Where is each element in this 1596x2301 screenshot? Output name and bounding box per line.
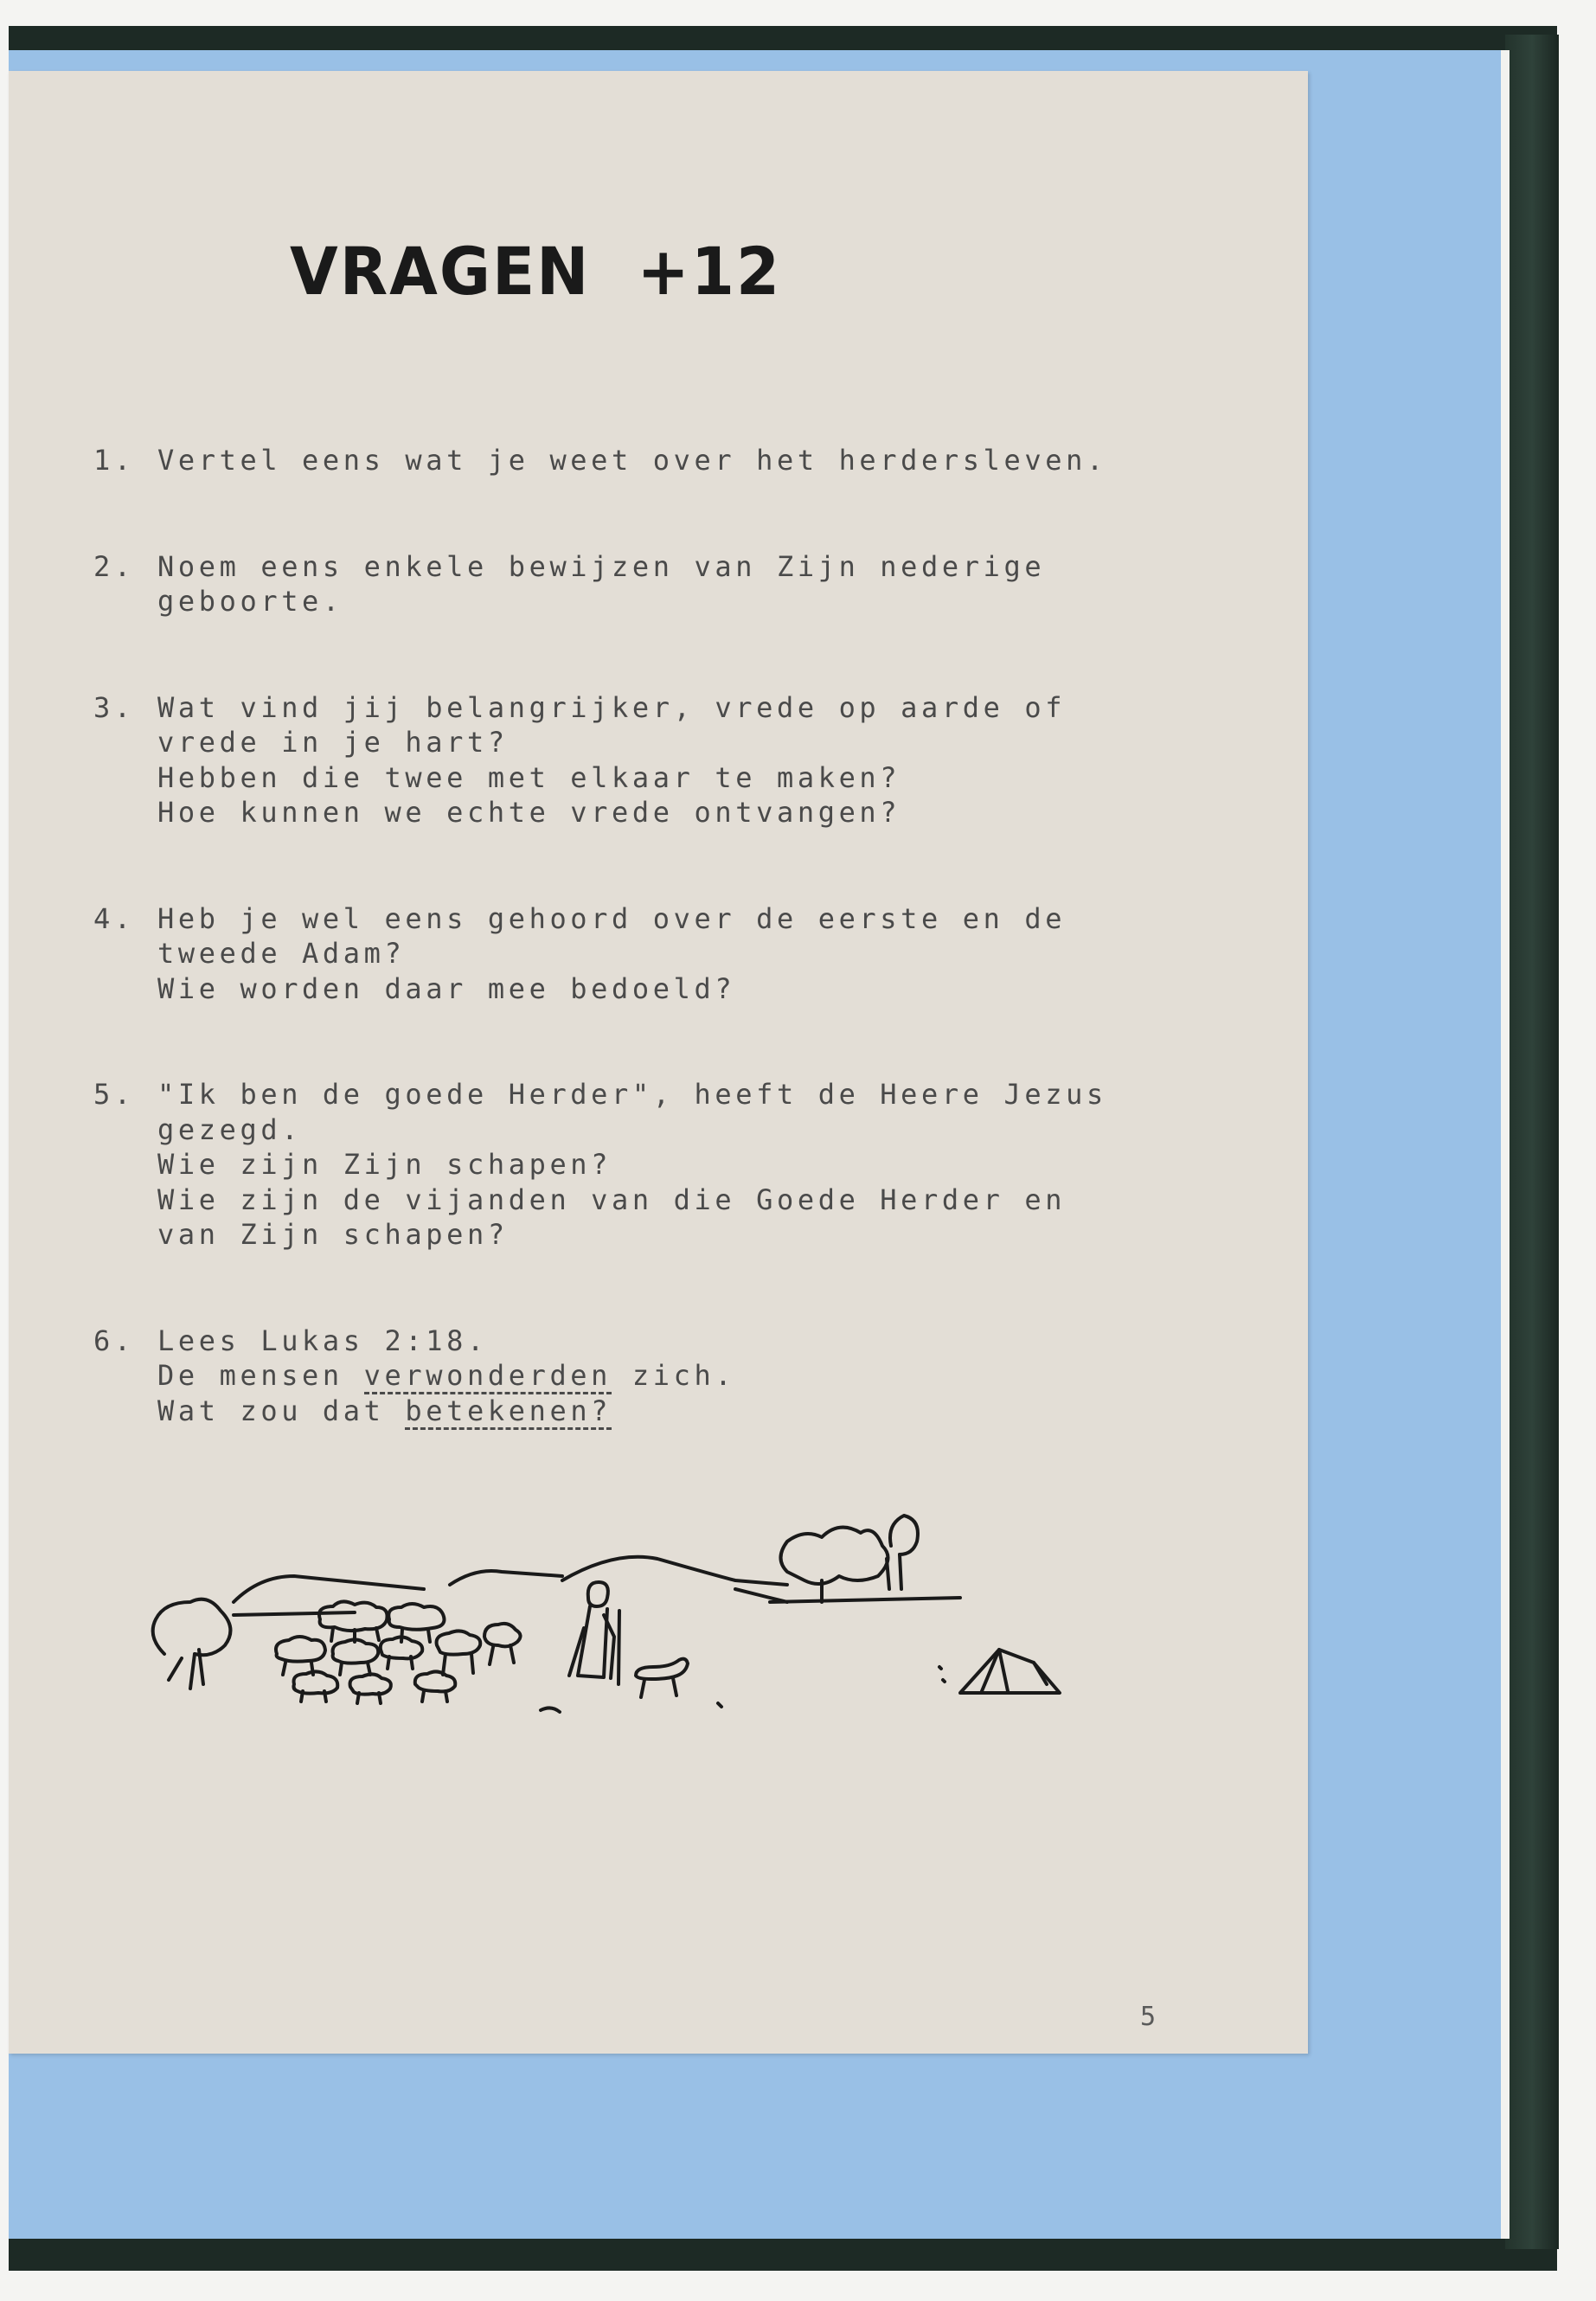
question-line: gezegd. [157,1112,303,1146]
question-item [93,1077,1253,1253]
page-title: VRAGEN +12 [290,233,782,311]
question-line: Wie worden daar mee bedoeld? [157,971,736,1005]
question-line [157,1394,1253,1429]
question-line: Heb je wel eens gehoord over de eerste en de [157,901,1067,935]
tree-branch-icon [169,1658,182,1680]
ground-mark-icon [718,1703,721,1707]
underlined-word: verwonderden [364,1359,612,1394]
tree-icon [890,1516,918,1554]
question-list [93,443,1253,1428]
hill-line-icon [450,1571,562,1585]
sheep-flock-icon [276,1601,521,1703]
page-number: 5 [1140,2002,1157,2032]
dog-icon [636,1659,688,1697]
underlined-word: betekenen? [405,1394,612,1430]
hill-line-icon [234,1612,355,1615]
question-line [157,1358,1253,1394]
question-item [93,901,1253,1007]
document-page [9,71,1308,2054]
question-item [93,549,1253,619]
question-line: van Zijn schapen? [157,1218,509,1251]
shepherd-flock-illustration [130,1507,1099,1740]
question-text [157,901,1253,1007]
ground-mark-icon [541,1708,560,1712]
question-line: "Ik ben de goede Herder", heeft de Heere Jezus [157,1078,1107,1111]
question-text [157,690,1253,830]
question-number: 6. [93,1324,135,1357]
question-line: Hebben die twee met elkaar te maken? [157,760,901,794]
binder-spine-edge [1505,35,1559,2249]
hill-line-icon [562,1557,787,1585]
question-number: 4. [93,901,135,935]
question-line: Hoe kunnen we echte vrede ontvangen? [157,796,901,829]
question-number: 5. [93,1078,135,1111]
question-item [93,1324,1253,1429]
ground-mark-icon [939,1667,945,1682]
question-text [157,443,1253,478]
question-number: 2. [93,549,135,583]
question-item [93,443,1253,478]
question-line: Lees Lukas 2:18. [157,1324,488,1357]
question-line: Wat vind jij belangrijker, vrede op aarde of [157,690,1067,724]
tent-icon [960,1650,1060,1693]
hill-line-icon [234,1576,424,1602]
question-line: Wie zijn Zijn schapen? [157,1148,612,1181]
line-text: De mensen [157,1359,364,1392]
tree-icon [781,1528,888,1584]
question-line: tweede Adam? [157,937,406,970]
question-line: geboorte. [157,585,343,618]
question-line: Vertel eens wat je weet over het herdersleven. [157,444,1107,477]
tree-icon [153,1599,231,1656]
question-item [93,690,1253,830]
question-text [157,1324,1253,1429]
question-number: 1. [93,444,135,477]
hill-line-icon [770,1598,960,1602]
question-text [157,549,1253,619]
question-line: Wie zijn de vijanden van die Goede Herder en [157,1183,1067,1216]
question-number: 3. [93,690,135,724]
question-text [157,1077,1253,1253]
shepherd-figure-icon [569,1582,619,1684]
question-line: Noem eens enkele bewijzen van Zijn nederige [157,549,1046,583]
line-text: zich. [612,1359,736,1392]
line-text: Wat zou dat [157,1394,406,1427]
question-line: vrede in je hart? [157,726,509,759]
